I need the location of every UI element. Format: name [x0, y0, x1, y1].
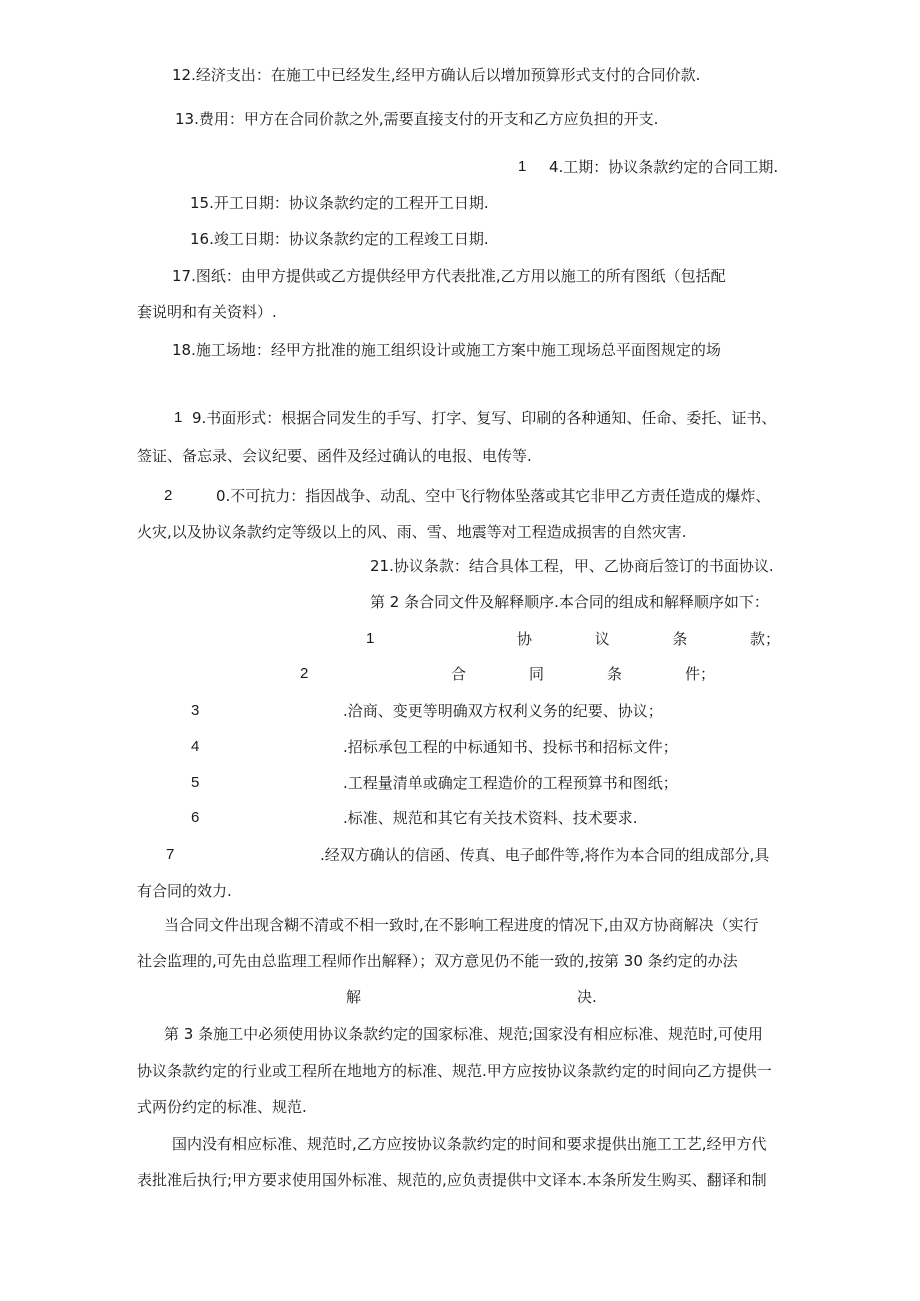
article-3-line2: 协议条款约定的行业或工程所在地地方的标准、规范.甲方应按协议条款约定的时间向乙方提供一 — [137, 1062, 772, 1080]
list-item-2-char: 条 — [606, 665, 622, 683]
clause-20-number: 2 — [164, 487, 173, 504]
clause-16: 16.竣工日期：协议条款约定的工程竣工日期. — [190, 230, 489, 248]
conflict-paragraph-line3a: 解 — [346, 988, 362, 1006]
clause-12: 12.经济支出：在施工中已经发生,经甲方确认后以增加预算形式支付的合同价款. — [172, 66, 701, 84]
clause-18: 18.施工场地：经甲方批准的施工组织设计或施工方案中施工现场总平面图规定的场 — [172, 341, 721, 359]
clause-13: 13.费用：甲方在合同价款之外,需要直接支付的开支和乙方应负担的开支. — [175, 110, 659, 128]
clause-17-line1: 17.图纸：由甲方提供或乙方提供经甲方代表批准,乙方用以施工的所有图纸（包括配 — [172, 267, 726, 285]
conflict-paragraph-line2: 社会监理的,可先由总监理工程师作出解释）；双方意见仍不能一致的,按第 30 条约定的办法 — [137, 952, 738, 970]
conflict-paragraph-line3b: 决. — [577, 988, 597, 1006]
list-item-1-number: 1 — [366, 630, 375, 647]
list-item-2-number: 2 — [300, 665, 309, 682]
clause-14: 4.工期：协议条款约定的合同工期. — [549, 158, 779, 176]
list-item-3-number: 3 — [191, 702, 200, 719]
clause-20-line1: 0.不可抗力：指因战争、动乱、空中飞行物体坠落或其它非甲乙方责任造成的爆炸、 — [216, 487, 771, 505]
list-item-2-char: 件； — [684, 665, 715, 683]
clause-19-number: 1 — [174, 409, 183, 426]
list-item-2-char: 合 — [451, 665, 467, 683]
list-item-6-text: .标准、规范和其它有关技术资料、技术要求. — [343, 809, 638, 827]
list-item-6-number: 6 — [191, 809, 200, 826]
list-item-7-number: 7 — [166, 846, 175, 863]
clause-15: 15.开工日期：协议条款约定的工程开工日期. — [190, 194, 489, 212]
list-item-1-char: 协 — [517, 630, 533, 648]
list-item-1-char: 条 — [672, 630, 688, 648]
article-3-line1: 第 3 条施工中必须使用协议条款约定的国家标准、规范;国家没有相应标准、规范时,可使用 — [164, 1025, 763, 1043]
list-item-4-text: .招标承包工程的中标通知书、投标书和招标文件； — [343, 738, 678, 756]
clause-19-line1: 9.书面形式：根据合同发生的手写、打字、复写、印刷的各种通知、任命、委托、证书、 — [192, 409, 777, 427]
list-item-5-number: 5 — [191, 774, 200, 791]
foreign-standards-line2: 表批准后执行;甲方要求使用国外标准、规范的,应负责提供中文译本.本条所发生购买、翻译和制 — [137, 1171, 767, 1189]
list-item-7-line2: 有合同的效力. — [137, 882, 232, 900]
list-item-1-char: 议 — [594, 630, 610, 648]
foreign-standards-line1: 国内没有相应标准、规范时,乙方应按协议条款约定的时间和要求提供出施工工艺,经甲方代 — [172, 1135, 767, 1153]
list-item-1-char: 款； — [749, 630, 780, 648]
clause-17-line2: 套说明和有关资料）. — [137, 303, 277, 321]
list-item-1-text — [517, 629, 780, 649]
article-2-heading: 第 2 条合同文件及解释顺序.本合同的组成和解释顺序如下： — [370, 593, 769, 611]
clause-19-line2: 签证、备忘录、会议纪要、函件及经过确认的电报、电传等. — [137, 447, 532, 465]
clause-14-number: 1 — [518, 158, 527, 175]
list-item-4-number: 4 — [191, 738, 200, 755]
list-item-7-line1: .经双方确认的信函、传真、电子邮件等,将作为本合同的组成部分,具 — [320, 846, 770, 864]
clause-20-line2: 火灾,以及协议条款约定等级以上的风、雨、雪、地震等对工程造成损害的自然灾害. — [137, 523, 687, 541]
article-3-line3: 式两份约定的标准、规范. — [137, 1098, 307, 1116]
conflict-paragraph-line1: 当合同文件出现含糊不清或不相一致时,在不影响工程进度的情况下,由双方协商解决（实行 — [164, 916, 759, 934]
list-item-3-text: .洽商、变更等明确双方权利义务的纪要、协议； — [343, 702, 663, 720]
list-item-2-text — [451, 664, 715, 684]
list-item-5-text: .工程量清单或确定工程造价的工程预算书和图纸； — [343, 774, 678, 792]
clause-21: 21.协议条款：结合具体工程，甲、乙协商后签订的书面协议. — [370, 557, 774, 575]
list-item-2-char: 同 — [528, 665, 544, 683]
